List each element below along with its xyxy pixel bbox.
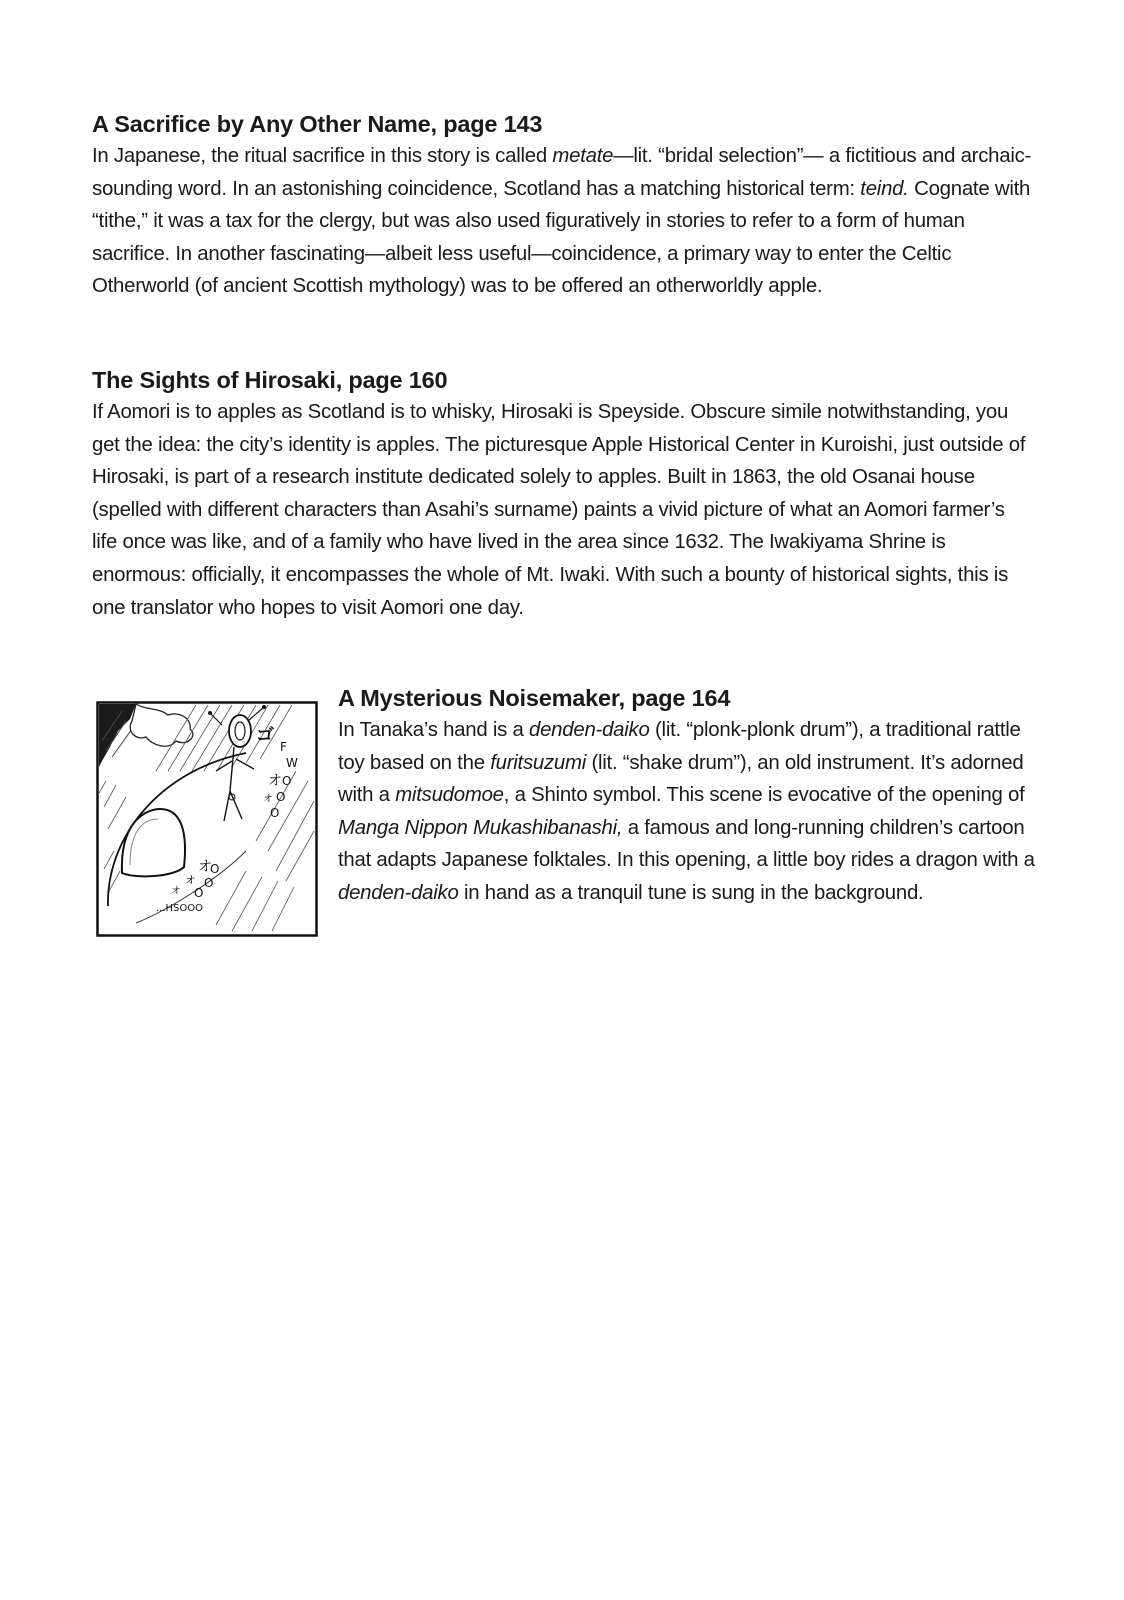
svg-text:W: W — [286, 756, 298, 770]
note-hirosaki — [92, 364, 1032, 624]
svg-text:O: O — [204, 876, 214, 890]
svg-text:O: O — [270, 806, 280, 820]
svg-text:オ: オ — [268, 773, 282, 789]
svg-text:オ: オ — [198, 859, 212, 875]
svg-text:ゴ: ゴ — [256, 725, 274, 746]
svg-text:O: O — [210, 862, 220, 876]
note-body: If Aomori is to apples as Scotland is to whisky, Hirosaki is Speyside. Obscure simile notwithstanding, you get the idea: the city’s identity is apples. The picturesque Apple Historical Center in Kuroishi, just outside of Hirosaki, is part of a research institute dedicated solely to apples. Built in 1863, the old Osanai house (spelled with different characters than Asahi’s surname) paints a vivid picture of what an Aomori farmer’s life once was like, and of a family who have lived in the area since 1632. The Iwakiyama Shrine is enormous: officially, it encompasses the whole of Mt. Iwaki. With such a bounty of historical sights, this is one translator who hopes to visit Aomori one day. — [92, 401, 1031, 619]
svg-text:F: F — [280, 740, 287, 754]
svg-text:O: O — [276, 790, 286, 804]
note-sacrifice — [92, 108, 1036, 303]
svg-text:ォ: ォ — [170, 882, 183, 896]
svg-text:O: O — [194, 886, 204, 900]
note-title: A Mysterious Noisemaker, page 164 — [338, 685, 731, 711]
note-body: In Japanese, the ritual sacrifice in this story is called metate—lit. “bridal selection”— a fictitious and archaic-sounding word. In an astonishing coincidence, Scotland has a matching historical term: teind. Cognate with “tithe,” it was a tax for the clergy, but was also used figuratively in stories to refer to a form of human sacrifice. In another fascinating—albeit less useful—coincidence, a primary way to enter the Celtic Otherworld (of ancient Scottish mythology) was to be offered an otherworldly apple. — [92, 145, 1036, 298]
note-title: A Sacrifice by Any Other Name, page 143 — [92, 111, 543, 137]
note-body: In Tanaka’s hand is a denden-daiko (lit. “plonk-plonk drum”), a traditional rattle toy based on the furitsuzumi (lit. “shake drum”), an old instrument. It’s adorned with a mitsudomoe, a Shinto symbol. This scene is evocative of the opening of Manga Nippon Mukashibanashi, a famous and long-running children’s cartoon that adapts Japanese folktales. In this opening, a little boy rides a dragon with a denden-daiko in hand as a tranquil tune is sung in the background. — [338, 719, 1041, 904]
manga-panel-illustration — [96, 701, 318, 937]
note-title: The Sights of Hirosaki, page 160 — [92, 367, 448, 393]
svg-text:...HSOOO: ...HSOOO — [156, 903, 204, 914]
svg-text:ォ: ォ — [184, 872, 198, 887]
svg-text:O: O — [282, 774, 292, 788]
note-noisemaker — [338, 682, 1041, 910]
svg-text:ォ: ォ — [262, 790, 275, 804]
